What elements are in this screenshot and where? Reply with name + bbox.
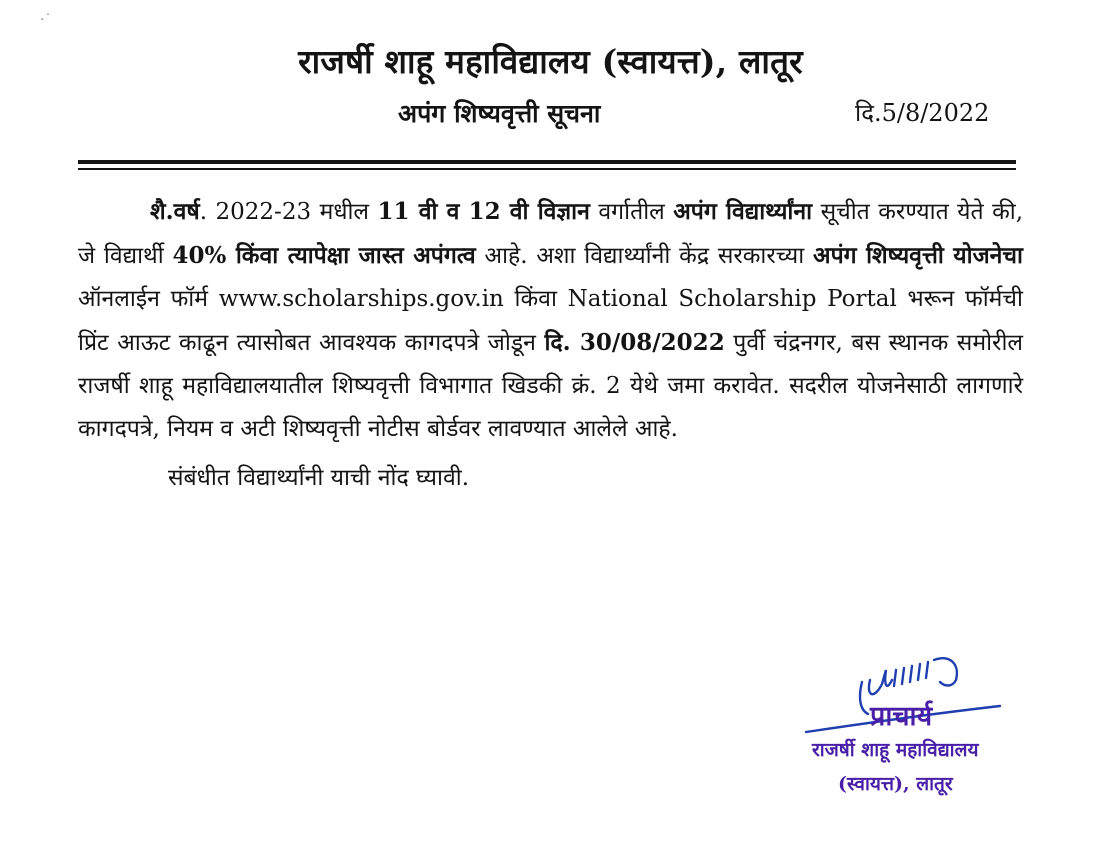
stamp-college-name: राजर्षी शाहू महाविद्यालय bbox=[812, 739, 979, 761]
body-text-segment: वर्गातील bbox=[589, 199, 674, 225]
notice-date: दि.5/8/2022 bbox=[855, 99, 990, 127]
principal-signature-block bbox=[800, 640, 1040, 800]
scan-speck: ·˙ bbox=[40, 12, 52, 28]
header-divider-thin bbox=[78, 168, 1016, 170]
header-divider-thick bbox=[78, 160, 1016, 164]
principal-designation: प्राचार्य bbox=[870, 701, 933, 732]
signature-scribble-icon bbox=[800, 640, 1040, 750]
body-text-segment: सूचीत करण्यात येते की, जे विद्यार्थी bbox=[78, 199, 1024, 269]
notice-subtitle: अपंग शिष्यवृत्ती सूचना bbox=[398, 99, 601, 128]
body-text-segment: आहे. अशा विद्यार्थ्यांनी केंद्र सरकारच्या bbox=[475, 243, 813, 269]
target-students: अपंग विद्यार्थ्यांना bbox=[673, 198, 813, 225]
disability-criteria: 40% किंवा त्यापेक्षा जास्त अपंगत्व bbox=[172, 242, 476, 269]
body-text-segment: ऑनलाईन फॉर्म www.scholarships.gov.in किंवा National Scholarship Portal भरून फॉर्मची प्रिंट आऊट काढून त्यासोबत आवश्यक कागदपत्रे जोडून bbox=[78, 286, 1023, 356]
body-text-segment: . 2022-23 मधील bbox=[199, 199, 378, 225]
class-name: 11 वी व 12 वी विज्ञान bbox=[377, 198, 590, 225]
notice-paragraph-closing: संबंधीत विद्यार्थ्यांनी याची नोंद घ्यावी. bbox=[168, 465, 470, 491]
notice-body bbox=[78, 190, 1023, 500]
notice-paragraph-main bbox=[78, 190, 1023, 451]
institution-title: राजर्षी शाहू महाविद्यालय (स्वायत्त), लातूर bbox=[298, 42, 803, 81]
scheme-name: अपंग शिष्यवृत्ती योजनेचा bbox=[813, 242, 1023, 269]
academic-year-label: शै.वर्ष bbox=[150, 198, 200, 225]
deadline-date: दि. 30/08/2022 bbox=[544, 329, 725, 356]
body-text-segment: पुर्वी चंद्रनगर, बस स्थानक समोरील राजर्षी शाहू महाविद्यालयातील शिष्यवृत्ती विभागात खिडकी क्रं. 2 येथे जमा करावेत. सदरील योजनेसाठी लागणारे कागदपत्रे, नियम व अटी शिष्यवृत्ती नोटीस बोर्डवर लावण्यात आलेले आहे. bbox=[78, 330, 1023, 442]
stamp-college-location: (स्वायत्त), लातूर bbox=[838, 773, 953, 795]
